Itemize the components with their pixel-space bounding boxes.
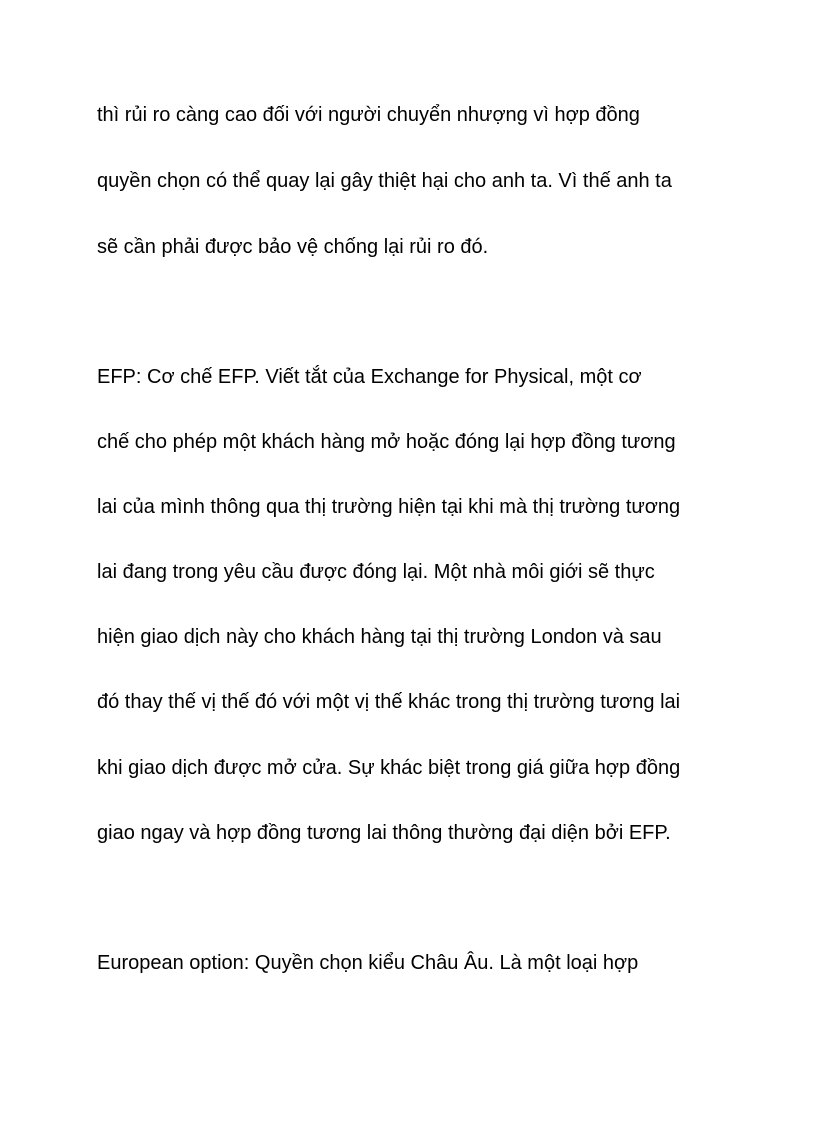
text-line: thì rủi ro càng cao đối với người chuyển nhượng vì hợp đồng <box>97 104 640 126</box>
text-line: lai đang trong yêu cầu được đóng lại. Một nhà môi giới sẽ thực <box>97 561 655 583</box>
text-line: khi giao dịch được mở cửa. Sự khác biệt trong giá giữa hợp đồng <box>97 757 681 779</box>
text-line: European option: Quyền chọn kiểu Châu Âu. Là một loại hợp <box>97 952 639 974</box>
text-line: lai của mình thông qua thị trường hiện tại khi mà thị trường tương <box>97 496 681 518</box>
text-line: giao ngay và hợp đồng tương lai thông thường đại diện bởi EFP. <box>97 822 671 844</box>
text-line: hiện giao dịch này cho khách hàng tại thị trường London và sau <box>97 626 662 648</box>
text-line: đó thay thế vị thế đó với một vị thế khác trong thị trường tương lai <box>97 691 681 713</box>
text-line: EFP: Cơ chế EFP. Viết tắt của Exchange for Physical, một cơ <box>97 366 642 388</box>
text-line: sẽ cần phải được bảo vệ chống lại rủi ro đó. <box>97 236 489 258</box>
text-line: quyền chọn có thể quay lại gây thiệt hại cho anh ta. Vì thế anh ta <box>97 170 672 192</box>
text-line: chế cho phép một khách hàng mở hoặc đóng lại hợp đồng tương <box>97 431 676 453</box>
